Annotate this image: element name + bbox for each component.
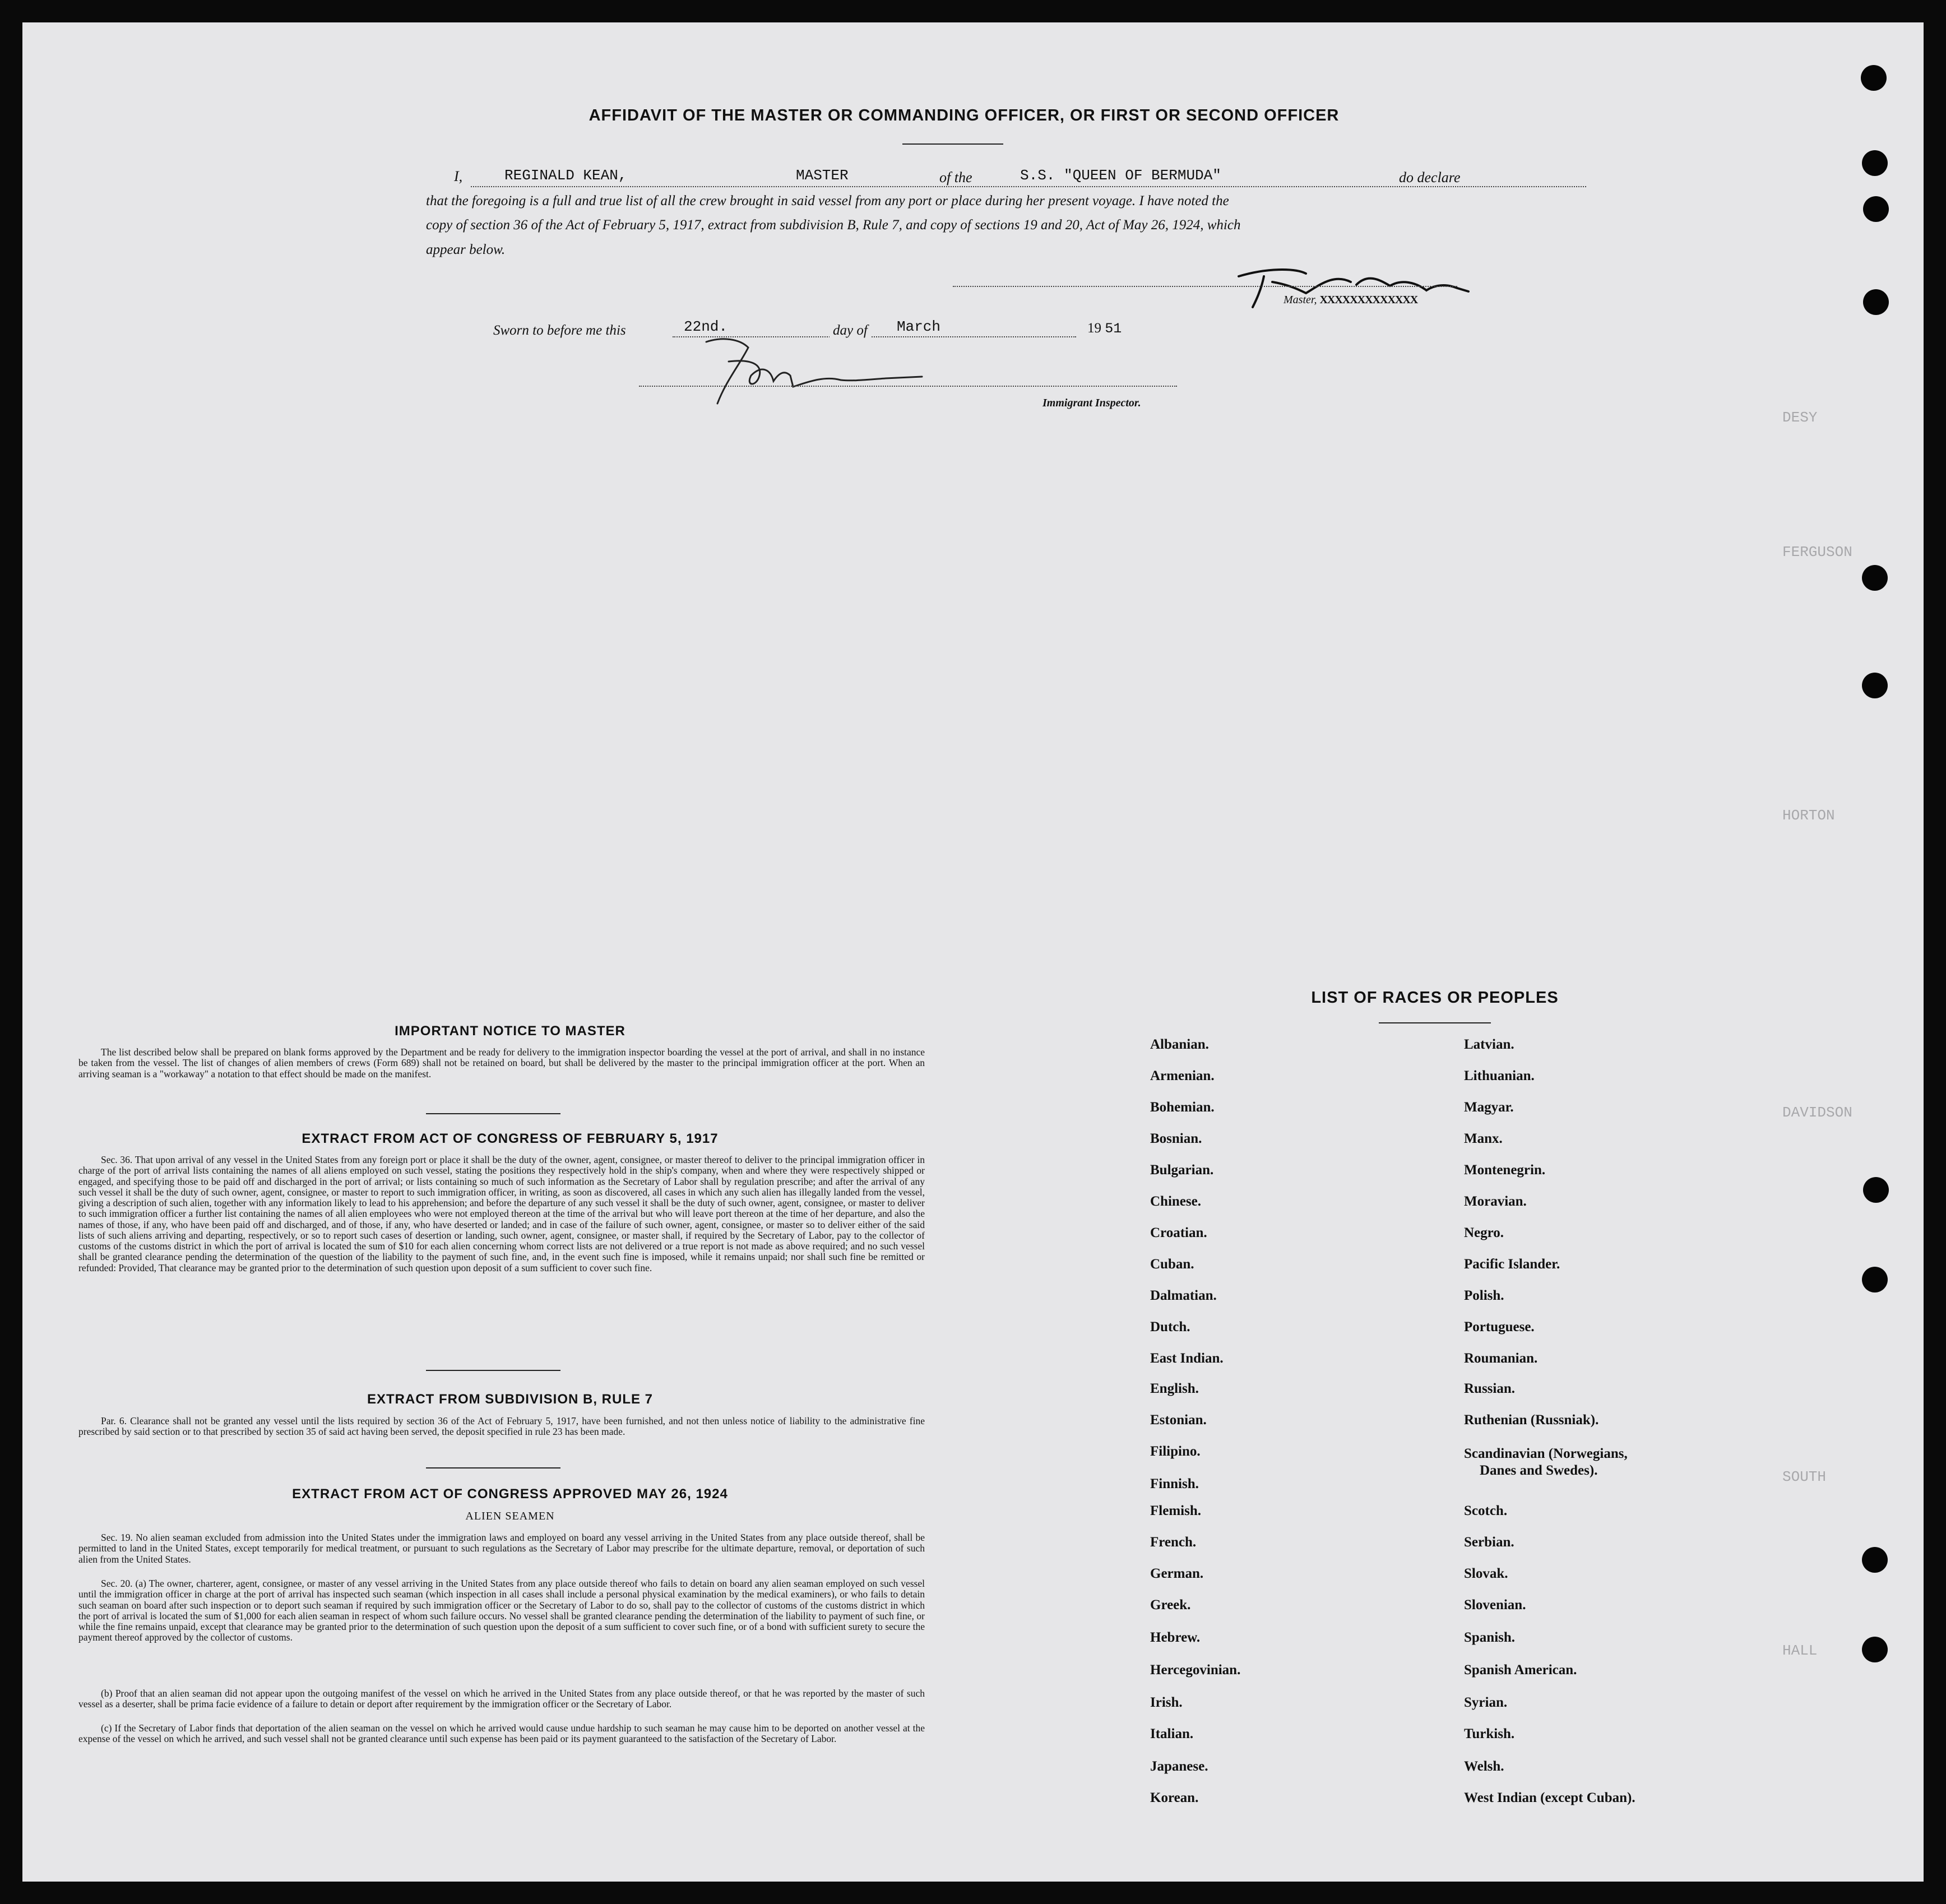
extract-1924-title: EXTRACT FROM ACT OF CONGRESS APPROVED MAY 26, 1924 [292,1486,728,1502]
race-item: Slovenian. [1464,1597,1526,1613]
race-item: Portuguese. [1464,1319,1535,1335]
divider [426,1113,560,1114]
race-item: Negro. [1464,1225,1504,1240]
divider [1379,1022,1491,1023]
rule7-text: Par. 6. Clearance shall not be granted any vessel until the lists required by section 36 of the Act of February 5, 1917, have been furnished, and not then unless notice of liability to the administrative fine prescribed by said section or to that prescribed by section 35 of said act having been served, the deposit specified in rule 23 has been made. [78,1415,925,1438]
punch-hole [1861,65,1887,91]
extract-1924-subtitle: ALIEN SEAMEN [465,1510,555,1522]
race-item: Greek. [1150,1597,1191,1613]
punch-hole [1862,1547,1888,1573]
sec20c-text: (c) If the Secretary of Labor finds that deportation of the alien seaman on the vessel on which he arrived would cause undue hardship to such seaman he may cause him to be deported on another vessel at the expense of the vessel on which he arrived, and such vessel shall not be granted clearance until such expense has been paid or its payment guaranteed to the satisfaction of the Secretary of Labor. [78,1722,925,1745]
race-item: Bohemian. [1150,1100,1215,1115]
signature-line [639,386,1177,387]
sworn-prefix: Sworn to before me this [493,323,626,338]
declare-label: do declare [1396,169,1464,186]
of-the-label: of the [936,169,976,186]
races-title: LIST OF RACES OR PEOPLES [1311,989,1559,1007]
race-item: Spanish American. [1464,1662,1577,1678]
race-item: Hercegovinian. [1150,1662,1241,1678]
notice-title: IMPORTANT NOTICE TO MASTER [395,1023,625,1039]
affidavit-body-line: copy of section 36 of the Act of February 5, 1917, extract from subdivision B, Rule 7, and copy of sections 19 and 20, Act of May 26, 1924, which [426,217,1241,233]
race-item: West Indian (except Cuban). [1464,1790,1635,1805]
divider [426,1370,560,1371]
race-item: Slovak. [1464,1566,1508,1581]
master-rank: MASTER [796,167,849,184]
year-suffix: 51 [1105,321,1122,337]
sworn-day: 22nd. [684,318,728,335]
vessel-name: S.S. "QUEEN OF BERMUDA" [1020,167,1221,184]
punch-hole [1862,673,1888,698]
race-item: Irish. [1150,1695,1183,1710]
race-item: Italian. [1150,1726,1194,1741]
race-item: Korean. [1150,1790,1199,1805]
punch-hole [1863,196,1889,222]
race-item: Flemish. [1150,1503,1201,1518]
master-caption [1284,294,1417,307]
race-item: Armenian. [1150,1068,1215,1083]
race-item: Polish. [1464,1288,1504,1303]
race-item: Dutch. [1150,1319,1190,1335]
race-item: Estonian. [1150,1412,1207,1428]
day-of-label: day of [830,323,871,339]
master-caption-text: Master, [1284,294,1317,306]
inspector-caption: Immigrant Inspector. [1042,397,1141,409]
race-item: German. [1150,1566,1204,1581]
race-item: Danes and Swedes). [1480,1463,1598,1478]
extract-1917-text: Sec. 36. That upon arrival of any vessel in the United States from any foreign port or place it shall be the duty of the owner, agent, consignee, or master thereof to deliver to the principal immigration officer in charge of the port of arrival lists containing the names of all aliens employed on such vessel, stating the positions they respectively hold in the ship's company, when and where they were respectively shipped or engaged, and specifying those to be paid off and discharged in the port of arrival; or lists containing so much of such information as the Secretary of Labor shall by regulation prescribe; and after the arrival of any such vessel it shall be the duty of such owner, agent, consignee, or master to report to such immigration officer, in writing, as soon as discovered, all cases in which any such alien has illegally landed from the vessel, giving a description of such alien, together with any information likely to lead to his apprehension; and before the departure of any such vessel it shall be the duty of such owner, agent, consignee, or master to deliver to such immigration officer a further list containing the names of all alien employees who were not employed thereon at the time of the arrival but who will leave port thereon at the time of her departure, and also the names of those, if any, who have been paid off and discharged, and of those, if any, who have deserted or landed; and in case of the failure of such owner, agent, consignee, or master so to deliver either of the said lists of such aliens arriving and departing, respectively, or so to report such cases of desertion or landing, such owner, agent, consignee, or master shall, if required by the Secretary of Labor, pay to the collector of customs of the customs district in which the port of arrival is located the sum of $10 for each alien concerning whom correct lists are not delivered or a true report is not made as above required; and no such vessel shall be granted clearance pending the determination of the question of the liability to the payment of such fine, and, in the event such fine is imposed, while it remains unpaid; nor shall such fine be remitted or refunded: Provided, That clearance may be granted prior to the determination of such question upon deposit of a sum sufficient to cover such fine. [78,1154,925,1273]
race-item: Ruthenian (Russniak). [1464,1412,1599,1428]
master-name: REGINALD KEAN, [504,167,627,184]
race-item: Russian. [1464,1381,1516,1396]
race-item: Pacific Islander. [1464,1257,1560,1272]
sec19-text: Sec. 19. No alien seaman excluded from admission into the United States under the immigration laws and employed on board any vessel arriving in the United States from any place outside thereof, shall be permitted to land in the United States, except temporarily for medical treatment, or pursuant to such regulations as the Secretary of Labor may prescribe for the ultimate departure, removal, or deportation of such alien from the United States. [78,1532,925,1565]
affidavit-title: AFFIDAVIT OF THE MASTER OR COMMANDING OFFICER, OR FIRST OR SECOND OFFICER [589,106,1340,124]
sec20b-text: (b) Proof that an alien seaman did not appear upon the outgoing manifest of the vessel on which he arrived in the United States from any place outside thereof, or that he was reported by the master of such vessel as a deserter, shall be prima facie evidence of a failure to detain or deport after requirement by the immigration officer or the Secretary of Labor. [78,1688,925,1710]
rule7-title: EXTRACT FROM SUBDIVISION B, RULE 7 [367,1392,654,1407]
fill-line [471,186,1586,187]
race-item: English. [1150,1381,1199,1396]
race-item: Hebrew. [1150,1630,1201,1645]
inspector-signature [673,319,930,415]
race-item: Bulgarian. [1150,1162,1214,1178]
sec20a-text: Sec. 20. (a) The owner, charterer, agent, consignee, or master of any vessel arriving in the United States from any place outside thereof who fails to detain on board any alien seaman employed on such vessel until the immigration officer in charge at the port of arrival has inspected such seaman (which inspection in all cases shall include a personal physical examination by the medical examiners), or who fails to detain such seaman on board after such inspection or to deport such seaman if required by such immigration officer or the Secretary of Labor to do so, shall pay to the collector of customs of the customs district in which the port of arrival is located the sum of $1,000 for each alien seaman in respect of whom such failure occurs. No vessel shall be granted clearance pending the determination of the liability to payment of such fine, or while the fine remains unpaid, except that clearance may be granted prior to the determination of such question upon the deposit of a sum sufficient to cover such fine, or of a bond with sufficient surety to secure the payment thereof approved by the collector of customs. [78,1578,925,1643]
race-item: Scandinavian (Norwegians, [1464,1446,1628,1461]
race-item: Manx. [1464,1131,1503,1146]
race-item: Japanese. [1150,1759,1208,1774]
race-item: Dalmatian. [1150,1288,1217,1303]
divider [426,1467,560,1468]
extract-1917-title: EXTRACT FROM ACT OF CONGRESS OF FEBRUARY 5, 1917 [302,1131,719,1146]
race-item: Roumanian. [1464,1351,1538,1366]
struck-caption: XXXXXXXXXXXXX [1319,294,1418,306]
punch-hole [1862,150,1888,176]
race-item: Syrian. [1464,1695,1508,1710]
race-item: Albanian. [1150,1037,1209,1052]
affidavit-body-line: appear below. [426,242,506,257]
race-item: Chinese. [1150,1194,1201,1209]
punch-hole [1863,1177,1889,1203]
race-item: Croatian. [1150,1225,1207,1240]
sworn-year [1087,321,1122,337]
affidavit-body-line: that the foregoing is a full and true list of all the crew brought in said vessel from any port or place during her present voyage. I have noted the [426,193,1229,209]
race-item: Turkish. [1464,1726,1515,1741]
race-item: Welsh. [1464,1759,1504,1774]
race-item: Latvian. [1464,1037,1514,1052]
race-item: Magyar. [1464,1100,1514,1115]
punch-hole [1862,1267,1888,1293]
race-item: Cuban. [1150,1257,1194,1272]
divider [902,143,1003,145]
race-item: Spanish. [1464,1630,1516,1645]
year-prefix: 19 [1087,321,1101,336]
race-item: Bosnian. [1150,1131,1202,1146]
race-item: Lithuanian. [1464,1068,1535,1083]
race-item: Serbian. [1464,1535,1514,1550]
race-item: East Indian. [1150,1351,1224,1366]
affiant-prefix: I, [454,168,463,184]
race-item: French. [1150,1535,1197,1550]
notice-text: The list described below shall be prepared on blank forms approved by the Department and be ready for delivery to the immigration inspector boarding the vessel at the port of arrival, and shall in no instance be taken from the vessel. The list of changes of alien members of crews (Form 689) shall not be retained on board, but shall be delivered by the master to the principal immigration officer at the port. When an arriving seaman is a "workaway" a notation to that effect should be made on the manifest. [78,1046,925,1080]
document-page: DESY FERGUSON HORTON DAVIDSON SOUTH HALL AFFIDAVIT OF THE MASTER OR COMMANDING OFFICER, OR FIRST OR SECOND OFFICER I, REGINALD KEAN, MASTER of the S.S. "QUEEN OF BERMUDA" do declare that the foregoing is a full and true list of all the crew brought in said vessel from any port or place during her present voyage. I have noted the copy of section 36 of the Act of February 5, 1917, extract from subdivision B, Rule 7, and copy of sections 19 and 20, Act of May 26, 1924, which appear below. Master, XXXXXXXXXXXXX Sworn to before me this 22nd. day of March 19 51 Immigrant Inspector. IMPORTANT NOTICE TO MASTER The list described below shall be prepared on blank forms approved by the Department and be ready for delivery to the immigration inspector boarding the vessel at the port of arrival, and shall in no instance be taken from the vessel. The list of changes of alien members of crews (Form 689) shall not be retained on board, but shall be delivered by the master to the principal immigration officer at the port. When an arriving seaman is a "workaway" a notation to that effect should be made on the manifest. EXTRACT FROM ACT OF CONGRESS OF FEBRUARY 5, 1917 Sec. 36. That upon arrival of any vessel in the United States from any foreign port or place it shall be the duty of the owner, agent, consignee, or master thereof to deliver to the principal immigration officer in charge of the port of arrival lists containing the names of all aliens employed on such vessel, stating the positions they respectively hold in the ship's company, when and where they were respectively shipped or engaged, and specifying those to be paid off and discharged in the port of arrival; or lists containing so much of such information as the Secretary of Labor shall by regulation prescribe; and after the arrival of any such vessel it shall be the duty of such owner, agent, consignee, or master to report to such immigration officer, in writing, as soon as discovered, all cases in which any such alien has illegally landed from the vessel, giving a description of such alien, together with any information likely to lead to his apprehension; and before the departure of any such vessel it shall be the duty of such owner, agent, consignee, or master to deliver to such immigration officer a further list containing the names of all alien employees who were not employed thereon at the time of the arrival but who will leave port thereon at the time of her departure, and also the names of those, if any, who have been paid off and discharged, and of those, if any, who have deserted or landed; and in case of the failure of such owner, agent, consignee, or master so to deliver either of the said lists of such aliens arriving and departing, respectively, or so to report such cases of desertion or landing, such owner, agent, consignee, or master shall, if required by the Secretary of Labor, pay to the collector of customs of the customs district in which the port of arrival is located the sum of $10 for each alien concerning whom correct lists are not delivered or a true report is not made as above required; and no such vessel shall be granted clearance pending the determination of the question of the liability to the payment of such fine, and, in the event such fine is imposed, while it remains unpaid; nor shall such fine be remitted or refunded: Provided, That clearance may be granted prior to the determination of such question upon deposit of a sum sufficient to cover such fine. EXTRACT FROM SUBDIVISION B, RULE 7 Par. 6. Clearance shall not be granted any vessel until the lists required by section 36 of the Act of February 5, 1917, have been furnished, and not then unless notice of liability to the administrative fine prescribed by said section or to that prescribed by section 35 of said act having been served, the deposit specified in rule 23 has been made. EXTRACT FROM ACT OF CONGRESS APPROVED MAY 26, 1924 ALIEN SEAMEN Sec. 19. No alien seaman excluded from admission into the United States under the immigration laws and employed on board any vessel arriving in the United States from any place outside thereof, shall be permitted to land in the United States, except temporarily for medical treatment, or pursuant to such regulations as the Secretary of Labor may prescribe for the ultimate departure, removal, or deportation of such alien from the United States. Sec. 20. (a) The owner, charterer, agent, consignee, or master of any vessel arriving in the United States from any place outside thereof who fails to detain on board any alien seaman employed on such vessel until the immigration officer in charge at the port of arrival has inspected such seaman (which inspection in all cases shall include a personal physical examination by the medical examiners), or who fails to detain such seaman on board after such inspection or to deport such seaman if required by such immigration officer or the Secretary of Labor to do so, shall pay to the collector of customs of the customs district in which the port of arrival is located the sum of $1,000 for each alien seaman in respect of whom such failure occurs. No vessel shall be granted clearance pending the determination of the liability to payment of such fine, or while the fine remains unpaid, except that clearance may be granted prior to the determination of such question upon the deposit of a sum sufficient to cover such fine, or of a bond with sufficient surety to secure the payment thereof approved by the collector of customs. (b) Proof that an alien seaman did not appear upon the outgoing manifest of the vessel on which he arrived in the United States from any place outside thereof, or that he was reported by the master of such vessel as a deserter, shall be prima facie evidence of a failure to detain or deport after requirement by the immigration officer or the Secretary of Labor. (c) If the Secretary of Labor finds that deportation of the alien seaman on the vessel on which he arrived would cause undue hardship to such seaman he may cause him to be deported on another vessel at the expense of the vessel on which he arrived, and such vessel shall not be granted clearance until such expense has been paid or its payment guaranteed to the satisfaction of the Secretary of Labor. LIST OF RACES OR PEOPLES Albanian. Armenian. Bohemian. Bosnian. Bulgarian. Chinese. Croatian. Cuban. Dalmatian. Dutch. East Indian. English. Estonian. Filipino. Finnish. Flemish. French. German. Greek. Hebrew. Hercegovinian. Irish. Italian. Japanese. Korean. Latvian. Lithuanian. Magyar. Manx. Montenegrin. Moravian. Negro. Pacific Islander. Polish. Portuguese. Roumanian. Russian. Ruthenian (Russniak). Scandinavian (Norwegians, Danes and Swedes). Scotch. Serbian. Slovak. Slovenian. Spanish. Spanish American. Syrian. Turkish. Welsh. West Indian (except Cuban). [22,22,1924,1882]
punch-hole [1862,1637,1888,1662]
punch-hole [1862,565,1888,591]
race-item: Filipino. [1150,1444,1201,1459]
race-item: Moravian. [1464,1194,1527,1209]
race-item: Scotch. [1464,1503,1508,1518]
sworn-month: March [897,318,941,335]
punch-hole [1863,289,1889,315]
race-item: Finnish. [1150,1476,1199,1491]
race-item: Montenegrin. [1464,1162,1546,1178]
signature-line [953,286,1457,287]
